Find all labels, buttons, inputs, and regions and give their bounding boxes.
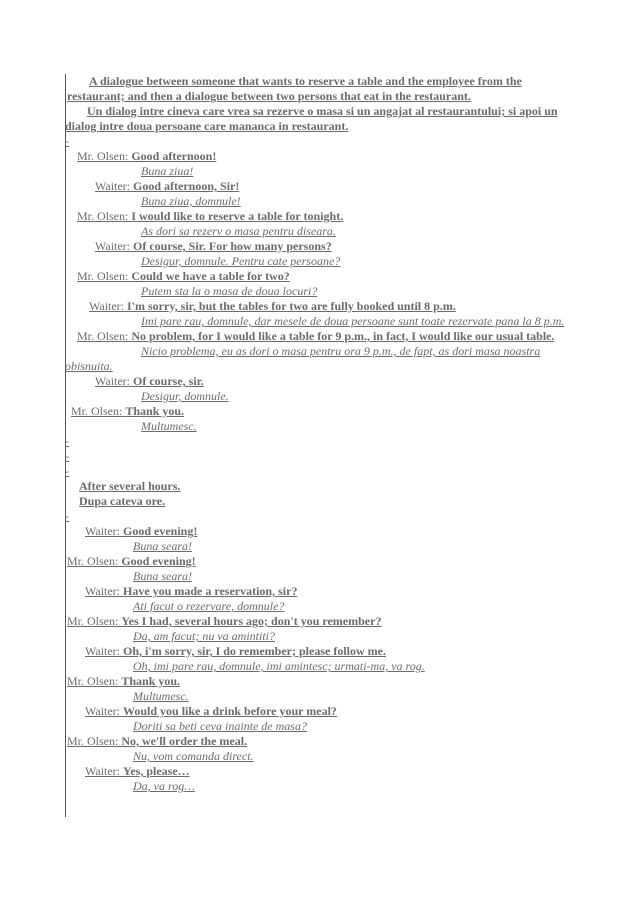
speaker-label: Mr. Olsen:: [67, 674, 119, 688]
speaker-label: Mr. Olsen:: [71, 404, 123, 418]
spoken-line: Yes, please…: [123, 764, 190, 778]
dialogue-line: [65, 269, 565, 284]
dialogue-line: [65, 764, 565, 779]
translation-text: Buna ziua, domnule!: [141, 194, 241, 208]
speaker-label: Waiter:: [85, 584, 121, 598]
dialogue-line: [65, 704, 565, 719]
spoken-line: Have you made a reservation, sir?: [123, 584, 298, 598]
spoken-line: Yes I had, several hours ago; don't you remember?: [121, 614, 382, 628]
spoken-line: I'm sorry, sir, but the tables for two are fully booked until 8 p.m.: [127, 299, 456, 313]
dialogue-line: [65, 239, 565, 254]
translation-line: [65, 194, 565, 209]
translation-line: [65, 569, 565, 584]
translation-text: Buna seara!: [133, 539, 192, 553]
document-page: [65, 74, 565, 794]
speaker-label: Mr. Olsen:: [77, 329, 129, 343]
speaker-label: Mr. Olsen:: [77, 209, 129, 223]
blank-line: -: [65, 509, 69, 523]
translation-text: As dori sa rezerv o masa pentru diseara.: [141, 224, 336, 238]
spoken-line: Good evening!: [123, 524, 198, 538]
translation-line: [65, 719, 565, 734]
translation-text: Da, va rog…: [133, 779, 195, 793]
spoken-line: Good evening!: [121, 554, 196, 568]
dialogue-line: [65, 209, 565, 224]
intro-english: [65, 74, 565, 104]
intro-romanian-text: Un dialog intre cineva care vrea sa rezerve o masa si un angajat al restaurantului; si apoi un dialog intre doua persoane care mananca in restaurant.: [65, 104, 558, 133]
blank-line: -: [65, 134, 69, 148]
section-heading-romanian: Dupa cateva ore.: [79, 494, 166, 508]
intro-romanian: [65, 104, 565, 134]
translation-text: Da, am facut; nu va amintiti?: [133, 629, 275, 643]
translation-text: Imi pare rau, domnule, dar mesele de doua persoane sunt toate rezervate pana la 8 p.m.: [141, 314, 565, 328]
translation-line: [65, 779, 565, 794]
translation-line: [65, 629, 565, 644]
translation-text: Buna ziua!: [141, 164, 194, 178]
dialogue-line: [65, 644, 565, 659]
translation-text: Putem sta la o masa de doua locuri?: [141, 284, 318, 298]
translation-line: [65, 224, 565, 239]
translation-line: [65, 344, 565, 374]
translation-line: [65, 389, 565, 404]
translation-text: Multumesc.: [133, 689, 189, 703]
dialogue-line: [65, 404, 565, 419]
translation-text: Oh, imi pare rau, domnule, imi amintesc; urmati-ma, va rog.: [133, 659, 425, 673]
translation-line: [65, 314, 565, 329]
spoken-line: Oh, i'm sorry, sir, I do remember; please follow me.: [123, 644, 386, 658]
translation-line: [65, 659, 565, 674]
translation-line: [65, 599, 565, 614]
speaker-label: Mr. Olsen:: [67, 614, 119, 628]
speaker-label: Mr. Olsen:: [67, 734, 119, 748]
translation-text: Multumesc.: [141, 419, 197, 433]
spoken-line: Good afternoon!: [131, 149, 217, 163]
speaker-label: Waiter:: [95, 374, 131, 388]
speaker-label: Waiter:: [85, 764, 121, 778]
dialogue-line: [65, 554, 565, 569]
translation-line: [65, 254, 565, 269]
translation-text: Buna seara!: [133, 569, 192, 583]
speaker-label: Mr. Olsen:: [77, 269, 129, 283]
translation-text: Nicio problema, eu as dori o masa pentru ora 9 p.m., de fapt, as dori masa noastra obisnuita.: [65, 344, 541, 373]
blank-line: -: [65, 449, 69, 463]
dialogue-line: [65, 329, 565, 344]
translation-line: [65, 749, 565, 764]
speaker-label: Mr. Olsen:: [67, 554, 119, 568]
blank-line: -: [65, 464, 69, 478]
dialogue-restaurant: [65, 524, 565, 794]
translation-text: Desigur, domnule.: [141, 389, 229, 403]
dialogue-line: [65, 299, 565, 314]
dialogue-line: [65, 734, 565, 749]
spoken-line: Good afternoon, Sir!: [133, 179, 240, 193]
dialogue-line: [65, 614, 565, 629]
translation-line: [65, 164, 565, 179]
translation-line: [65, 689, 565, 704]
dialogue-reservation: [65, 149, 565, 434]
blank-line: -: [65, 434, 69, 448]
dialogue-line: [65, 584, 565, 599]
spoken-line: Of course, sir.: [133, 374, 204, 388]
translation-line: [65, 284, 565, 299]
speaker-label: Waiter:: [85, 644, 121, 658]
spoken-line: I would like to reserve a table for tonight.: [131, 209, 344, 223]
translation-line: [65, 419, 565, 434]
speaker-label: Waiter:: [95, 239, 131, 253]
speaker-label: Mr. Olsen:: [77, 149, 129, 163]
translation-text: Ati facut o rezervare, domnule?: [133, 599, 285, 613]
spoken-line: Thank you.: [121, 674, 181, 688]
translation-text: Desigur, domnule. Pentru cate persoane?: [141, 254, 341, 268]
dialogue-line: [65, 524, 565, 539]
speaker-label: Waiter:: [89, 299, 125, 313]
spoken-line: Would you like a drink before your meal?: [123, 704, 337, 718]
dialogue-line: [65, 374, 565, 389]
translation-text: Doriti sa beti ceva inainte de masa?: [133, 719, 307, 733]
spoken-line: No, we'll order the meal.: [121, 734, 248, 748]
speaker-label: Waiter:: [85, 524, 121, 538]
section-heading-english: After several hours.: [79, 479, 181, 493]
speaker-label: Waiter:: [85, 704, 121, 718]
spoken-line: Thank you.: [125, 404, 185, 418]
speaker-label: Waiter:: [95, 179, 131, 193]
dialogue-line: [65, 149, 565, 164]
translation-line: [65, 539, 565, 554]
dialogue-line: [65, 179, 565, 194]
spoken-line: No problem, for I would like a table for 9 p.m., in fact, I would like our usual table.: [131, 329, 555, 343]
dialogue-line: [65, 674, 565, 689]
spoken-line: Could we have a table for two?: [131, 269, 290, 283]
spoken-line: Of course, Sir. For how many persons?: [133, 239, 332, 253]
translation-text: Nu, vom comanda direct.: [133, 749, 254, 763]
intro-english-text: A dialogue between someone that wants to reserve a table and the employee from the restaurant; and then a dialogue between two persons that eat in the restaurant.: [67, 74, 522, 103]
